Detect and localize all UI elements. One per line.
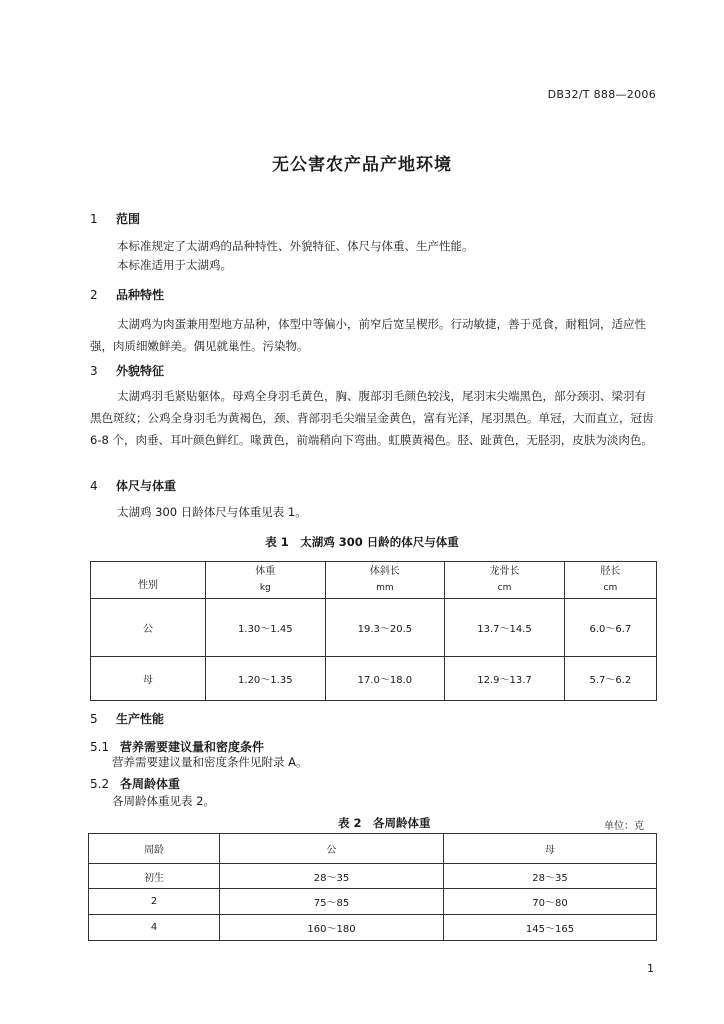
row-header-label: 性别 [138, 580, 158, 591]
table-cell: 2 [89, 889, 220, 915]
table-cell: 6.0～6.7 [564, 599, 656, 657]
table-cell: 1.30～1.45 [206, 599, 326, 657]
column-unit: kg [259, 583, 271, 593]
section-number: 1 [90, 212, 98, 226]
section-title: 各周龄体重 [120, 777, 181, 791]
page-number: 1 [647, 962, 654, 975]
table-cell: 5.7～6.2 [564, 657, 656, 701]
column-name: 胫长 [600, 566, 621, 577]
section-1-paragraph-1: 本标准规定了太湖鸡的品种特性、外貌特征、体尺与体重、生产性能。 [117, 239, 474, 253]
table-cell: 75～85 [220, 889, 444, 915]
table-row [89, 889, 657, 915]
section-number: 5.2 [90, 777, 110, 791]
table-cell: 28～35 [444, 864, 657, 889]
table-cell: 160～180 [220, 915, 444, 941]
section-4-heading [90, 477, 176, 494]
table-1 [90, 561, 657, 701]
table-cell: 145～165 [444, 915, 657, 941]
column-header: 母 [444, 834, 657, 864]
section-number: 4 [90, 479, 98, 493]
column-name: 龙骨长 [489, 566, 520, 577]
table-cell: 19.3～20.5 [325, 599, 445, 657]
row-label: 母 [91, 657, 206, 701]
table-cell: 28～35 [220, 864, 444, 889]
section-title: 体尺与体重 [116, 479, 177, 493]
column-header [206, 562, 326, 599]
column-name: 体斜长 [369, 566, 400, 577]
section-number: 3 [90, 364, 98, 378]
column-header [325, 562, 445, 599]
section-title: 营养需要建议量和密度条件 [120, 740, 265, 754]
column-unit: cm [603, 583, 618, 593]
section-number: 5 [90, 712, 98, 726]
column-header: 周龄 [89, 834, 220, 864]
table-cell: 12.9～13.7 [445, 657, 565, 701]
section-5-1-paragraph: 营养需要建议量和密度条件见附录 A。 [112, 755, 308, 769]
section-3-paragraph: 太湖鸡羽毛紧贴躯体。母鸡全身羽毛黄色，胸、腹部羽毛颜色较浅，尾羽末尖端黑色，部分颈羽、梁羽有黑色斑纹；公鸡全身羽毛为黄褐色，颈、背部羽毛尖端呈金黄色，富有光泽，尾羽黑色。单冠，大而直立，冠齿 6-8 个，肉垂、耳叶颜色鲜红。喙黄色，前端稍向下弯曲。虹膜黄褐色。胫、趾黄色，无胫羽，皮肤为淡肉色。 [90, 389, 654, 447]
table-cell: 13.7～14.5 [445, 599, 565, 657]
table-row [91, 599, 657, 657]
table-header-row [89, 834, 657, 864]
table-row [91, 657, 657, 701]
column-header [445, 562, 565, 599]
table-row [89, 864, 657, 889]
standard-number: DB32/T 888—2006 [547, 88, 656, 101]
table-1-caption: 表 1 太湖鸡 300 日龄的体尺与体重 [265, 535, 459, 549]
section-4-paragraph: 太湖鸡 300 日龄体尺与体重见表 1。 [117, 505, 307, 519]
column-name: 体重 [255, 566, 276, 577]
column-header [564, 562, 656, 599]
section-5-heading [90, 710, 164, 727]
column-header: 公 [220, 834, 444, 864]
section-2-paragraph: 太湖鸡为肉蛋兼用型地方品种，体型中等偏小，前窄后宽呈楔形。行动敏捷，善于觅食，耐粗饲，适应性强，肉质细嫩鲜美。偶见就巢性。污染物。 [90, 317, 646, 353]
section-3-heading [90, 362, 164, 379]
table-cell: 17.0～18.0 [325, 657, 445, 701]
table-cell: 1.20～1.35 [206, 657, 326, 701]
column-unit: cm [497, 583, 512, 593]
section-title: 生产性能 [116, 712, 165, 726]
table-2-unit-note: 单位：克 [604, 821, 644, 832]
table-2 [88, 833, 657, 941]
section-5-2-paragraph: 各周龄体重见表 2。 [112, 794, 215, 808]
table-header-row [91, 562, 657, 599]
section-title: 范围 [116, 212, 141, 226]
section-1-heading [90, 210, 140, 227]
section-number: 2 [90, 288, 98, 302]
table-cell: 初生 [89, 864, 220, 889]
section-1-paragraph-2: 本标准适用于太湖鸡。 [117, 258, 232, 272]
section-title: 品种特性 [116, 288, 165, 302]
document-title: 无公害农产品产地环境 [272, 155, 452, 175]
table-cell: 70～80 [444, 889, 657, 915]
column-unit: mm [376, 583, 394, 593]
row-header-cell [91, 562, 206, 599]
section-number: 5.1 [90, 740, 110, 754]
table-row [89, 915, 657, 941]
table-2-caption: 表 2 各周龄体重 [338, 816, 431, 830]
section-2-heading [90, 286, 164, 303]
table-cell: 4 [89, 915, 220, 941]
section-title: 外貌特征 [116, 364, 165, 378]
row-label: 公 [91, 599, 206, 657]
